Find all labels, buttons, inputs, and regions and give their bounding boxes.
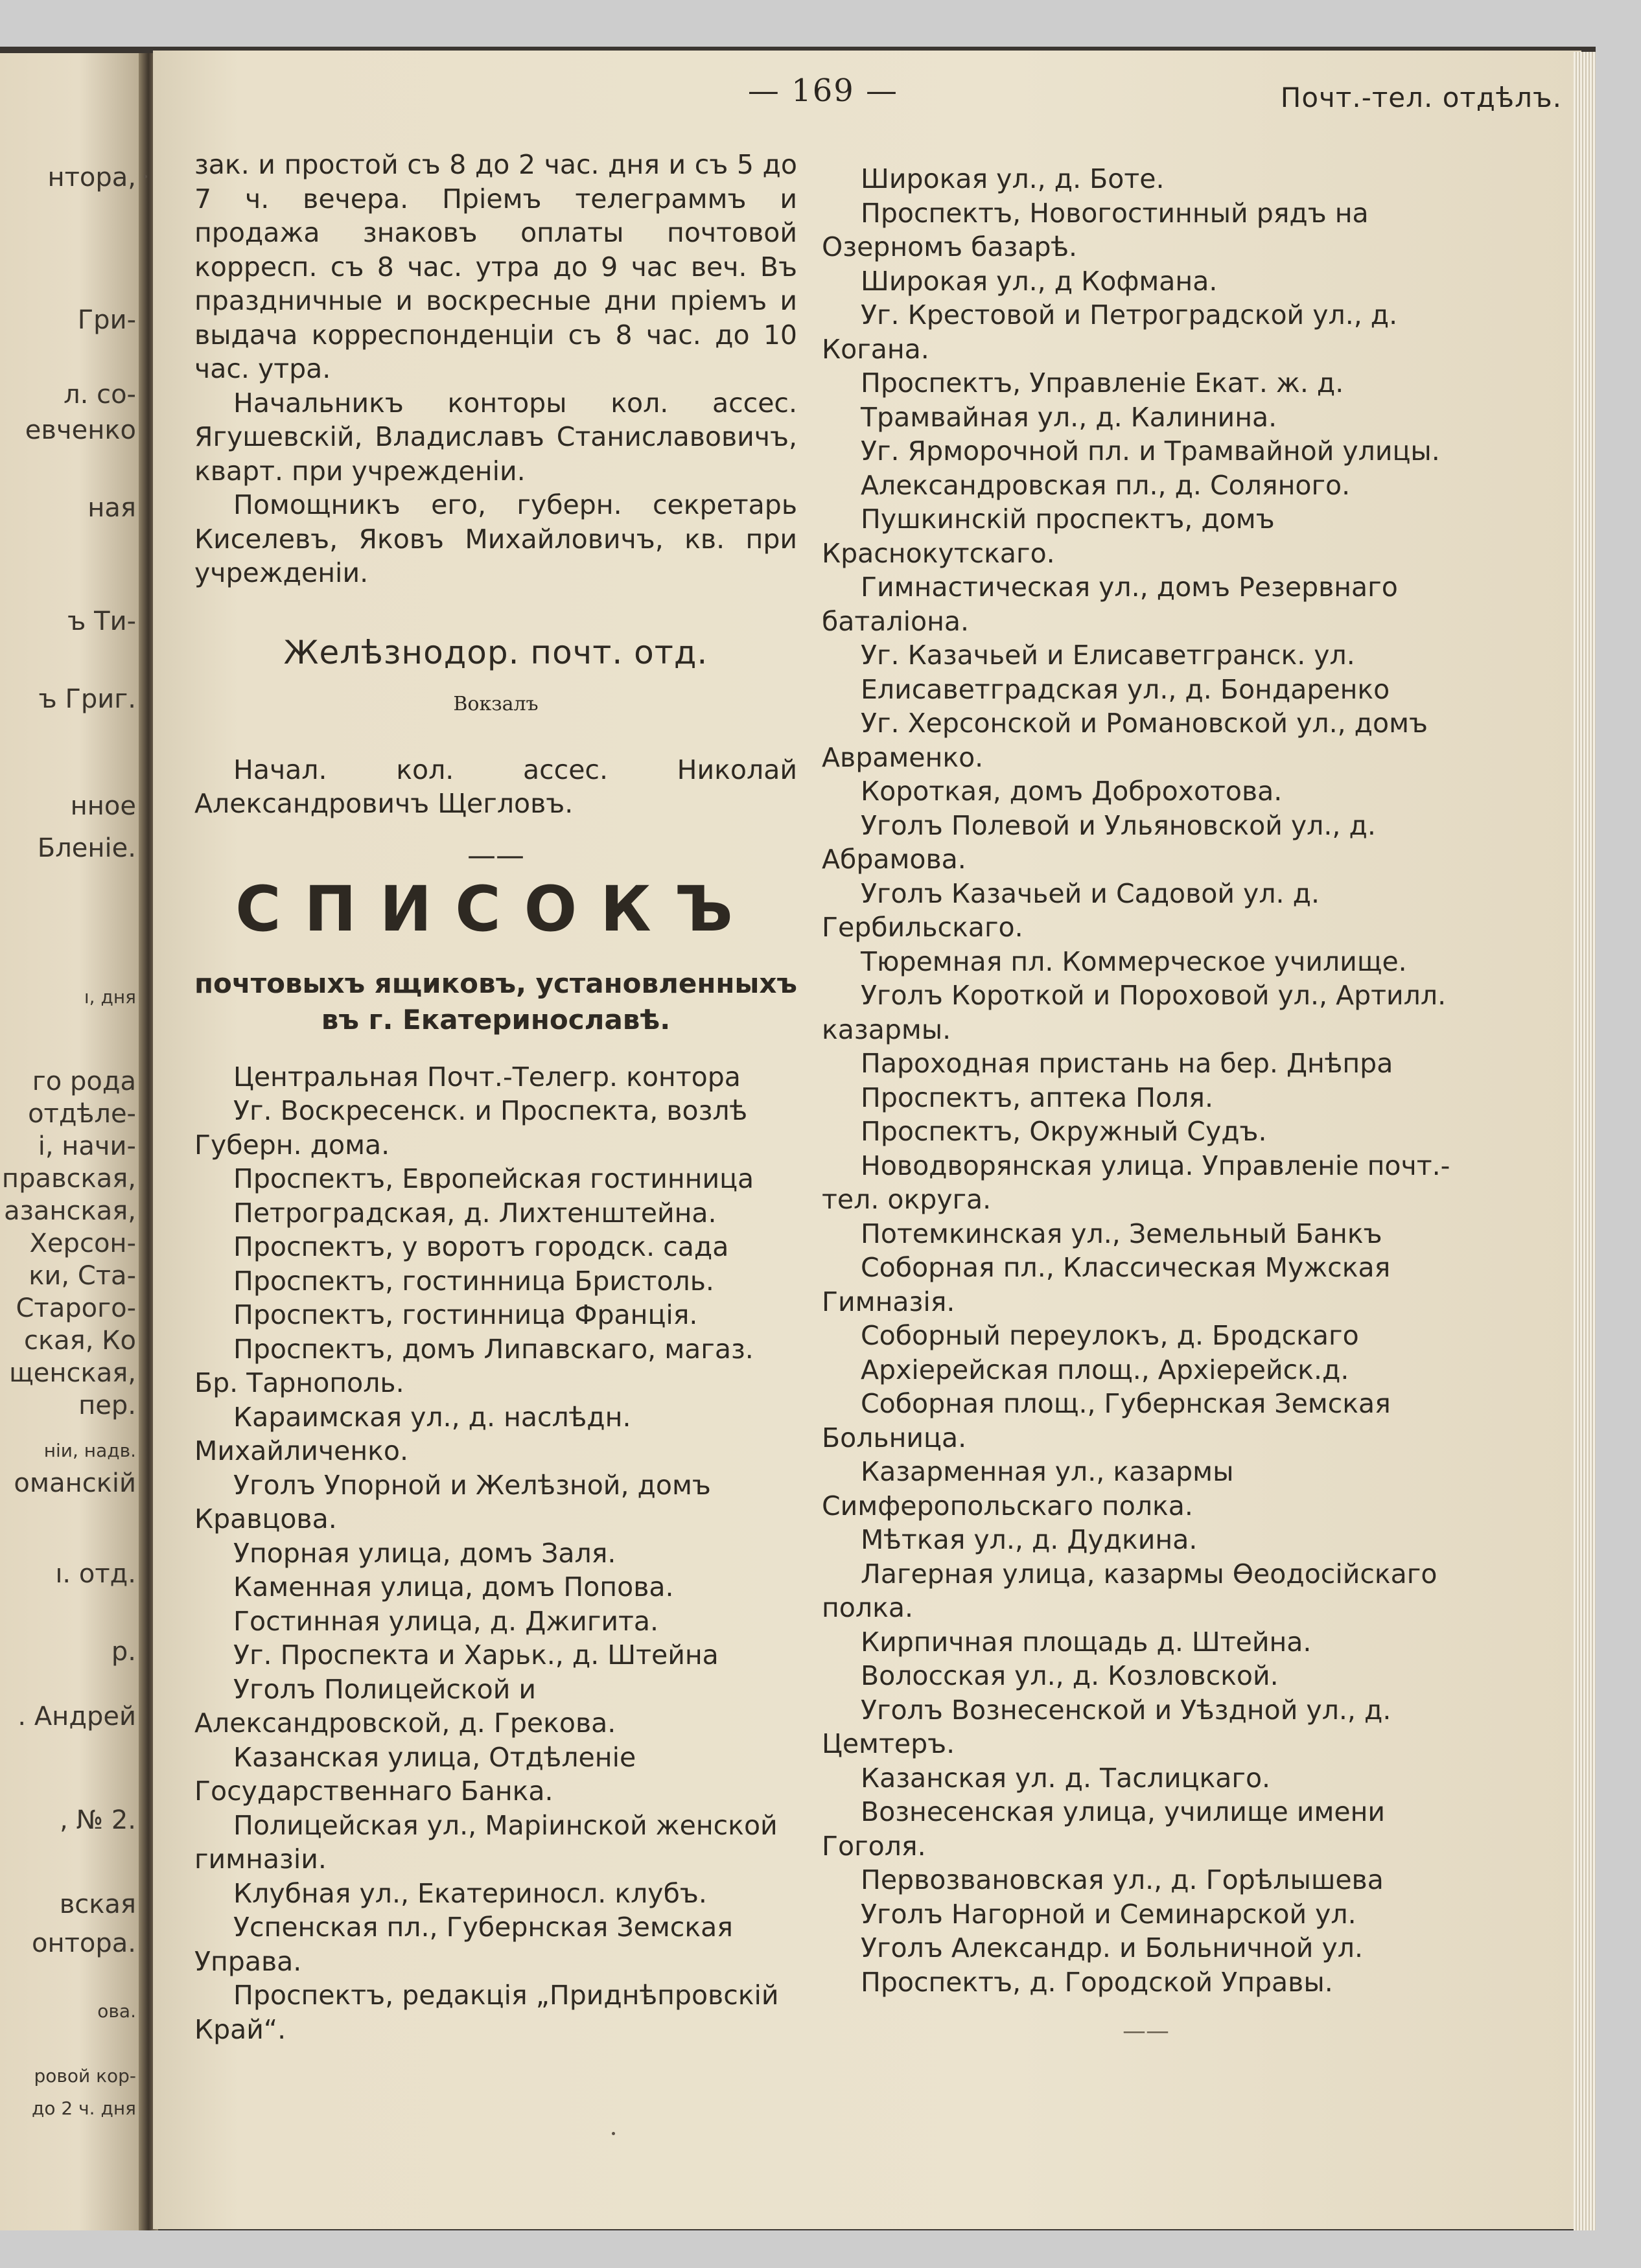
mailbox-list-item: Центральная Почт.-Телегр. контора: [233, 1061, 741, 1093]
left-page-fragment: нтора,: [47, 163, 136, 192]
mailbox-list-item: Проспектъ, Европейская гостинница: [233, 1163, 754, 1194]
mailbox-list-item: Александровская пл., д. Соляного.: [861, 469, 1351, 501]
left-page-edge: [0, 53, 144, 2230]
mailbox-list-item: Караимская ул., д. наслѣдн. Михайличенко.: [194, 1401, 631, 1466]
list-title: СПИСОКЪ: [235, 873, 756, 945]
left-page-fragment: Старого-: [16, 1293, 136, 1323]
mailbox-list-item: Уголъ Короткой и Пороховой ул., Артилл. казармы.: [822, 980, 1447, 1045]
left-page-fragment: щенская,: [9, 1358, 136, 1388]
left-page-fragment: ровой кор-: [34, 2065, 136, 2087]
mailbox-list-item: Петроградская, д. Лихтенштейна.: [233, 1197, 717, 1229]
list-subtitle: [194, 966, 797, 1038]
mailbox-list-item: Проспектъ, Управленіе Екат. ж. д.: [861, 367, 1344, 399]
end-mark: ——: [1123, 2018, 1169, 2044]
mailbox-list-item: Широкая ул., д Кофмана.: [861, 265, 1218, 297]
left-page-fragment: ная: [87, 493, 136, 523]
mailbox-list-left: [194, 1060, 797, 2047]
mailbox-list-item: Полицейская ул., Маріинской женской гимназіи.: [194, 1809, 778, 1875]
list-subtitle-line: въ г. Екатеринославѣ.: [321, 1003, 671, 1036]
mailbox-list-item: Клубная ул., Екатериносл. клубъ.: [233, 1877, 707, 1909]
left-page-fragment: правская,: [1, 1164, 136, 1194]
dept-head: Начал. кол. ассес. Николай Александровичъ Щегловъ.: [194, 754, 797, 819]
mailbox-list-item: Новодворянская улица. Управленіе почт.-тел. округа.: [822, 1150, 1450, 1215]
left-page-fragment: оманскій: [14, 1468, 136, 1498]
left-page-fragment: Гри-: [77, 305, 136, 335]
mailbox-list-item: Уголъ Полевой и Ульяновской ул., д. Абрамова.: [822, 809, 1376, 875]
mailbox-list-item: Казарменная ул., казармы Симферопольскаго полка.: [822, 1456, 1234, 1522]
mailbox-list-item: Успенская пл., Губернская Земская Управа.: [194, 1912, 733, 1977]
mailbox-list-item: Уголъ Вознесенской и Уѣздной ул., д. Цемтеръ.: [822, 1694, 1391, 1759]
mailbox-list-item: Вознесенская улица, училище имени Гоголя.: [822, 1796, 1386, 1862]
left-page-fragment: ъ Григ.: [38, 684, 136, 714]
mailbox-list-item: Казанская улица, Отдѣленіе Государственнаго Банка.: [194, 1741, 636, 1807]
intro-paragraph: зак. и простой съ 8 до 2 час. дня и съ 5 до 7 ч. вечера. Пріемъ телеграммъ и продажа знаковъ оплаты почтовой корресп. съ 8 час. утра до 9 час веч. Въ праздничные и воскресные дни пріемъ и выдача корреспонденціи съ 8 час. до 10 час. утра.: [194, 149, 797, 384]
mailbox-list-item: Уголъ Казачьей и Садовой ул. д. Гербильскаго.: [822, 877, 1320, 943]
mailbox-list-item: Пушкинскій проспектъ, домъ Краснокутскаго.: [822, 503, 1275, 569]
mailbox-list-item: Уг. Проспекта и Харьк., д. Штейна: [233, 1639, 719, 1671]
left-column: [194, 148, 797, 2046]
dept-subtitle: Вокзалъ: [453, 693, 539, 715]
mailbox-list-item: Уг. Воскресенск. и Проспекта, возлѣ Губерн. дома.: [194, 1095, 748, 1161]
mailbox-list-item: Проспектъ, гостинница Бристоль.: [233, 1265, 714, 1297]
left-page-fragment: p.: [111, 1637, 136, 1667]
mailbox-list-item: Проспектъ, Окружный Судъ.: [861, 1116, 1267, 1147]
mailbox-list-item: Короткая, домъ Доброхотова.: [861, 776, 1283, 807]
left-page-fragment: го рода: [32, 1067, 136, 1096]
left-page-fragment: евченко: [25, 415, 136, 445]
left-page-fragment: ı. отд.: [55, 1559, 136, 1589]
separator: ——: [467, 839, 524, 872]
left-page-fragment: , № 2.: [60, 1805, 136, 1835]
left-page-fragment: л. со-: [64, 380, 136, 410]
mailbox-list-item: Уголъ Упорной и Желѣзной, домъ Кравцова.: [194, 1469, 711, 1534]
mailbox-list-item: Елисаветградская ул., д. Бондаренко: [861, 673, 1390, 705]
intro-paragraph: Начальникъ конторы кол. ассес. Ягушевскій, Владиславъ Станиславовичъ, кварт. при учрежденіи.: [194, 387, 797, 487]
left-page-fragment: нное: [70, 791, 136, 821]
mailbox-list-item: Проспектъ, аптека Поля.: [861, 1082, 1213, 1113]
mailbox-list-item: Проспектъ, гостинница Франція.: [233, 1299, 698, 1330]
mailbox-list-item: Мѣткая ул., д. Дудкина.: [861, 1524, 1198, 1555]
dept-title: Желѣзнодор. почт. отд.: [283, 633, 708, 671]
list-subtitle-line: почтовыхъ ящиковъ, установленныхъ: [194, 967, 797, 999]
mailbox-list-item: Проспектъ, редакція „Приднѣпровскій Край“.: [194, 1980, 779, 2045]
mailbox-list-item: Проспектъ, у воротъ городск. сада: [233, 1231, 729, 1262]
mailbox-list-item: Уголъ Александр. и Больничной ул.: [861, 1932, 1363, 1963]
mailbox-list-item: Лагерная улица, казармы Өеодосійскаго полка.: [822, 1558, 1437, 1623]
left-page-fragment: ская, Ко: [23, 1326, 136, 1356]
mailbox-list-item: Соборная пл., Классическая Мужская Гимназія.: [822, 1252, 1391, 1317]
mailbox-list-item: Каменная улица, домъ Попова.: [233, 1571, 674, 1603]
mailbox-list-item: Кирпичная площадь д. Штейна.: [861, 1626, 1312, 1658]
mailbox-list-item: Проспектъ, Новогостинный рядъ на Озерномъ базарѣ.: [822, 197, 1369, 262]
mailbox-list-item: Тюремная пл. Коммерческое училище.: [861, 945, 1407, 977]
left-page-fragment: до 2 ч. дня: [32, 2098, 136, 2119]
left-page-fragment: онтора.: [31, 1928, 136, 1958]
mailbox-list-item: Уг. Херсонской и Романовской ул., домъ Авраменко.: [822, 708, 1428, 773]
mailbox-list-item: Трамвайная ул., д. Калинина.: [861, 401, 1277, 433]
mailbox-list-item: Первозвановская ул., д. Горѣлышева: [861, 1864, 1384, 1895]
left-page-fragment: пер.: [78, 1391, 136, 1420]
page-stack-edge: [1574, 52, 1596, 2230]
mailbox-list-item: Уголъ Полицейской и Александровской, д. Грекова.: [194, 1673, 616, 1739]
mailbox-list-item: Потемкинская ул., Земельный Банкъ: [861, 1218, 1382, 1249]
left-page-fragment: вская: [59, 1890, 136, 1919]
intro-paragraph: Помощникъ его, губерн. секретарь Киселевъ, Яковъ Михайловичъ, кв. при учрежденіи.: [194, 489, 797, 588]
left-page-fragment: ı, дня: [84, 986, 136, 1008]
mailbox-list-item: Широкая ул., д. Боте.: [861, 163, 1165, 194]
left-page-fragment: ъ Ти-: [67, 607, 136, 636]
left-page-fragment: ки, Ста-: [29, 1261, 136, 1291]
mailbox-list-item: Волосская ул., д. Козловской.: [861, 1660, 1279, 1691]
running-head: Почт.-тел. отдѣлъ.: [1280, 82, 1562, 113]
left-page-fragment: . Андрей: [17, 1702, 136, 1731]
mailbox-list-item: Проспектъ, д. Городской Управы.: [861, 1966, 1333, 1998]
mailbox-list-right: [822, 162, 1470, 1999]
left-page-fragment: отдѣле-: [28, 1099, 136, 1129]
mailbox-list-item: Соборный переулокъ, д. Бродскаго: [861, 1320, 1359, 1351]
mailbox-list-item: Уг. Казачьей и Елисаветгранск. ул.: [861, 640, 1355, 671]
paper-speck: [144, 175, 147, 178]
mailbox-list-item: Пароходная пристань на бер. Днѣпра: [861, 1048, 1393, 1079]
right-column: [822, 162, 1470, 2049]
paper-speck: [612, 2132, 615, 2135]
left-page-fragment: Бленіе.: [37, 833, 136, 863]
mailbox-list-item: Проспектъ, домъ Липавскаго, магаз. Бр. Тарнополь.: [194, 1333, 754, 1398]
mailbox-list-item: Упорная улица, домъ Заля.: [233, 1537, 616, 1569]
mailbox-list-item: Уг. Крестовой и Петроградской ул., д. Когана.: [822, 299, 1398, 365]
mailbox-list-item: Архіерейская площ., Архіерейск.д.: [861, 1354, 1349, 1385]
mailbox-list-item: Гостинная улица, д. Джигита.: [233, 1605, 659, 1637]
left-page-fragment: азанская,: [4, 1196, 136, 1226]
mailbox-list-item: Уголъ Нагорной и Семинарской ул.: [861, 1898, 1356, 1930]
left-page-fragment: і, начи-: [38, 1131, 136, 1161]
page-number: — 169 —: [747, 73, 899, 109]
left-page-fragment: ова.: [97, 2000, 136, 2022]
left-page-fragment: Херсон-: [29, 1229, 136, 1258]
mailbox-list-item: Казанская ул. д. Таслицкаго.: [861, 1762, 1271, 1794]
mailbox-list-item: Гимнастическая ул., домъ Резервнаго баталіона.: [822, 572, 1398, 637]
mailbox-list-item: Соборная площ., Губернская Земская Больница.: [822, 1388, 1391, 1453]
mailbox-list-item: Уг. Ярморочной пл. и Трамвайной улицы.: [861, 435, 1440, 467]
left-page-fragment: ніи, надв.: [43, 1440, 136, 1461]
